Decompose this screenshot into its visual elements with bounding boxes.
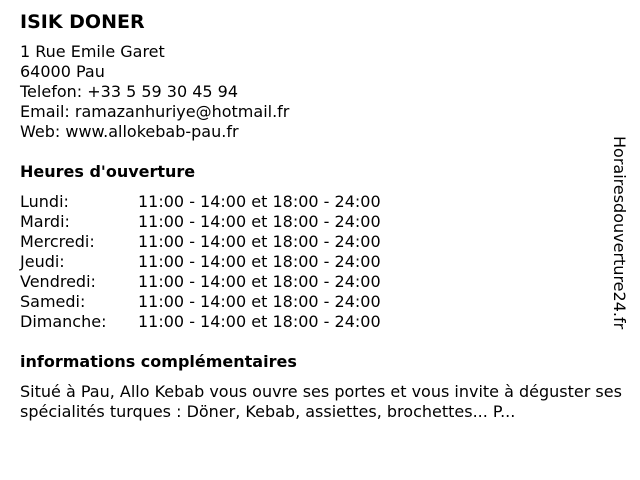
opening-hours-table	[20, 192, 381, 332]
address-city: 64000 Pau	[20, 62, 105, 81]
day-label: Lundi:	[20, 192, 69, 211]
phone-line: Telefon: +33 5 59 30 45 94	[20, 82, 239, 101]
hours-row	[20, 192, 381, 212]
day-label: Jeudi:	[20, 252, 65, 271]
email-line: Email: ramazanhuriye@hotmail.fr	[20, 102, 290, 121]
day-label: Vendredi:	[20, 272, 96, 291]
hours-row	[20, 232, 381, 252]
day-label: Dimanche:	[20, 312, 107, 331]
additional-info-text: Situé à Pau, Allo Kebab vous ouvre ses portes et vous invite à déguster ses spécialités turques : Döner, Kebab, assiettes, brochettes... P...	[20, 382, 622, 421]
day-hours: 11:00 - 14:00 et 18:00 - 24:00	[138, 252, 381, 271]
additional-info-heading: informations complémentaires	[20, 352, 297, 371]
site-watermark: Horairesdouverture24.fr	[610, 136, 629, 330]
business-name: ISIK DONER	[20, 11, 145, 33]
hours-row	[20, 292, 381, 312]
hours-row	[20, 212, 381, 232]
website-line: Web: www.allokebab-pau.fr	[20, 122, 239, 141]
day-label: Mardi:	[20, 212, 70, 231]
hours-row	[20, 252, 381, 272]
day-hours: 11:00 - 14:00 et 18:00 - 24:00	[138, 232, 381, 251]
day-hours: 11:00 - 14:00 et 18:00 - 24:00	[138, 192, 381, 211]
day-label: Samedi:	[20, 292, 86, 311]
address-street: 1 Rue Emile Garet	[20, 42, 165, 61]
hours-row	[20, 272, 381, 292]
opening-hours-heading: Heures d'ouverture	[20, 162, 196, 181]
day-hours: 11:00 - 14:00 et 18:00 - 24:00	[138, 212, 381, 231]
business-card	[20, 10, 620, 422]
hours-row	[20, 312, 381, 332]
day-hours: 11:00 - 14:00 et 18:00 - 24:00	[138, 272, 381, 291]
day-hours: 11:00 - 14:00 et 18:00 - 24:00	[138, 292, 381, 311]
day-hours: 11:00 - 14:00 et 18:00 - 24:00	[138, 312, 381, 331]
day-label: Mercredi:	[20, 232, 95, 251]
